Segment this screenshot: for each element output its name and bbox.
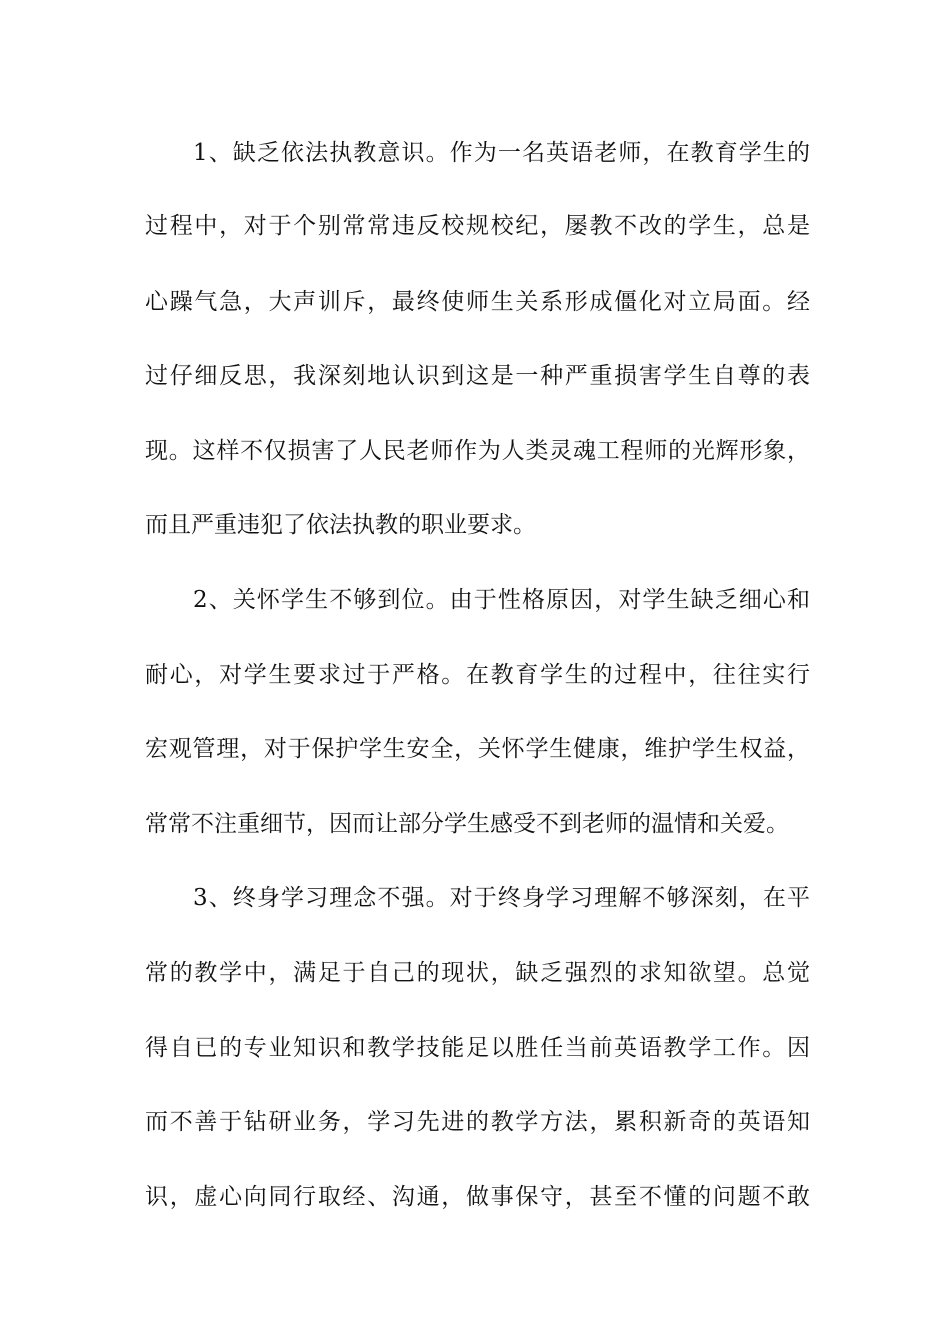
paragraph-2-line-3: 宏观管理，对于保护学生安全，关怀学生健康，维护学生权益，: [145, 736, 810, 762]
paragraph-2-line-4: 常常不注重细节，因而让部分学生感受不到老师的温情和关爱。: [145, 811, 789, 837]
paragraph-3-line-3: 得自已的专业知识和教学技能足以胜任当前英语教学工作。因: [145, 1035, 810, 1061]
paragraph-3-line-5: 识，虚心向同行取经、沟通，做事保守，甚至不懂的问题不敢: [145, 1184, 810, 1210]
paragraph-1-line-2: 过程中，对于个别常常违反校规校纪，屡教不改的学生，总是: [145, 213, 810, 239]
paragraph-1-line-1: 1、缺乏依法执教意识。作为一名英语老师，在教育学生的: [193, 140, 810, 166]
paragraph-3-line-1: 3、终身学习理念不强。对于终身学习理解不够深刻，在平: [193, 885, 810, 911]
paragraph-2-line-2: 耐心，对学生要求过于严格。在教育学生的过程中，往往实行: [145, 662, 810, 688]
paragraph-2-line-1: 2、关怀学生不够到位。由于性格原因，对学生缺乏细心和: [193, 587, 810, 613]
paragraph-1-line-3: 心躁气急，大声训斥，最终使师生关系形成僵化对立局面。经: [145, 289, 810, 315]
paragraph-1-line-6: 而且严重违犯了依法执教的职业要求。: [145, 512, 536, 538]
paragraph-3-line-2: 常的教学中，满足于自己的现状，缺乏强烈的求知欲望。总觉: [145, 960, 810, 986]
paragraph-1-line-5: 现。这样不仅损害了人民老师作为人类灵魂工程师的光辉形象，: [145, 438, 810, 464]
paragraph-3-line-4: 而不善于钻研业务，学习先进的教学方法，累积新奇的英语知: [145, 1109, 810, 1135]
paragraph-1-line-4: 过仔细反思，我深刻地认识到这是一种严重损害学生自尊的表: [145, 363, 810, 389]
